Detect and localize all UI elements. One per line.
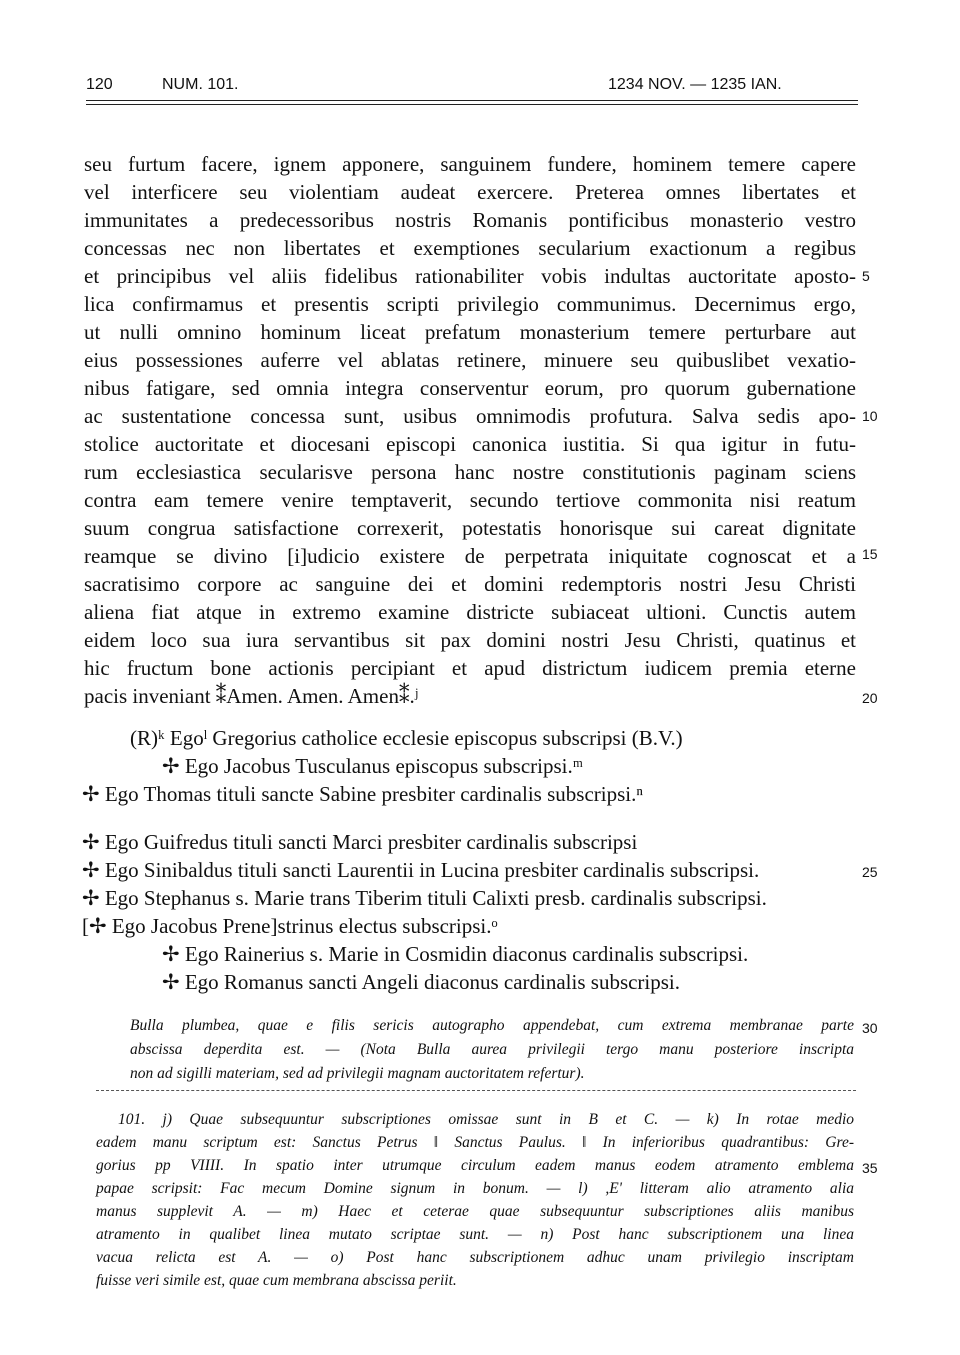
line-number: 30: [862, 1020, 878, 1036]
signature-line: ✢ Ego Stephanus s. Marie trans Tiberim tituli Calixti presb. cardinalis subscripsi.: [82, 886, 767, 910]
footnote-line: atramento in qualibet linea mutato scriptae sunt. — n) Post hanc subscriptionem una linea: [96, 1226, 854, 1243]
body-line: eius possessiones auferre vel ablatas retinere, minuere seu quibuslibet vexatio-: [84, 348, 856, 372]
footnote-line: 101. j) Quae subsequuntur subscriptiones omissae sunt in B et C. — k) In rotae medio: [118, 1111, 854, 1128]
signature-line: ✢ Ego Sinibaldus tituli sancti Laurentii in Lucina presbiter cardinalis subscripsi.: [82, 858, 760, 882]
body-line: pacis inveniant ⁑Amen. Amen. Amen⁑.ʲ: [84, 684, 418, 708]
signature-line: ✢ Ego Guifredus tituli sancti Marci presbiter cardinalis subscripsi: [82, 830, 638, 854]
note-line: non ad sigilli materiam, sed ad privilegii magnam auctoritatem refertur).: [130, 1065, 585, 1082]
signature-line: [✢ Ego Jacobus Prene]strinus electus subscripsi.ᵒ: [82, 914, 498, 938]
body-line: eidem loco sua iura servantibus sit pax domini nostri Jesu Christi, quatinus et: [84, 628, 856, 652]
line-number: 10: [862, 408, 878, 424]
body-line: ac sustentatione concessa sunt, usibus omnimodis profutura. Salva sedis apo-: [84, 404, 856, 428]
footnote-separator: [96, 1090, 856, 1091]
footnote-line: eadem manu scriptum est: Sanctus Petrus ‖ Sanctus Paulus. ‖ In inferioribus quadrantibus: Gre-: [96, 1134, 854, 1151]
body-line: rum ecclesiastica secularisve persona hanc nostre constitutionis paginam sciens: [84, 460, 856, 484]
signature-line: ✢ Ego Thomas tituli sancte Sabine presbiter cardinalis subscripsi.ⁿ: [82, 782, 643, 806]
signature-line: ✢ Ego Romanus sancti Angeli diaconus cardinalis subscripsi.: [162, 970, 681, 994]
section-number: NUM. 101.: [162, 76, 239, 93]
signature-line: (R)ᵏ Egoˡ Gregorius catholice ecclesie episcopus subscripsi (B.V.): [130, 726, 683, 750]
body-line: concessas nec non libertates et exemptiones secularium exactionum a regibus: [84, 236, 856, 260]
body-line: seu furtum facere, ignem apponere, sanguinem fundere, hominem temere capere: [84, 152, 856, 176]
footnote-line: fuisse veri simile est, quae cum membrana abscissa periit.: [96, 1272, 457, 1289]
note-line: Bulla plumbea, quae e filis sericis autographo appendebat, cum extrema membranae parte: [130, 1017, 854, 1034]
body-line: contra eam temere venire temptaverit, secundo tertiove commonita nisi reatum: [84, 488, 856, 512]
line-number: 5: [862, 268, 870, 284]
body-line: lica confirmamus et presentis scripti privilegio communimus. Decernimus ergo,: [84, 292, 856, 316]
footnote-line: papae scripsit: Fac mecum Domine signum in bonum. — l) ,E' litteram alio atramento alia: [96, 1180, 854, 1197]
body-line: suum congrua satisfactione correxerit, potestatis honorisque sui careat dignitate: [84, 516, 856, 540]
header-rule-2: [86, 104, 858, 105]
body-line: hic fructum bone actionis percipiant et apud districtum iudicem premia eterne: [84, 656, 856, 680]
line-number: 25: [862, 864, 878, 880]
signature-line: ✢ Ego Jacobus Tusculanus episcopus subscripsi.ᵐ: [162, 754, 584, 778]
note-line: abscissa deperdita est. — (Nota Bulla aurea privilegii tergo manu posteriore inscripta: [130, 1041, 854, 1058]
body-line: ut nulli omnino hominum liceat prefatum monasterium temere perturbare aut: [84, 320, 856, 344]
line-number: 20: [862, 690, 878, 706]
body-line: immunitates a predecessoribus nostris Romanis pontificibus monasterio vestro: [84, 208, 856, 232]
footnote-line: gorius pp VIIII. In spatio inter utrumque circulum eadem manus eodem atramento emblema: [96, 1157, 854, 1174]
body-line: reamque se divino [i]udicio existere de perpetrata iniquitate cognoscat et a: [84, 544, 856, 568]
body-line: vel interficere seu violentiam audeat exercere. Preterea omnes libertates et: [84, 180, 856, 204]
running-header: [86, 76, 858, 98]
body-line: et principibus vel aliis fidelibus rationabiliter vobis indultas auctoritate aposto-: [84, 264, 856, 288]
body-line: stolice auctoritate et diocesani episcopi canonica iustitia. Si qua igitur in futu-: [84, 432, 856, 456]
footnote-line: vacua relicta est A. — o) Post hanc subscriptionem adhuc unam privilegio inscriptam: [96, 1249, 854, 1266]
header-rule: [86, 100, 858, 101]
signature-line: ✢ Ego Rainerius s. Marie in Cosmidin diaconus cardinalis subscripsi.: [162, 942, 749, 966]
line-number: 15: [862, 546, 878, 562]
footnote-line: manus supplevit A. — m) Haec et ceterae quae subsequuntur subscriptiones aliis manibus: [96, 1203, 854, 1220]
body-line: sacratisimo corpore ac sanguine dei et domini redemptoris nostri Jesu Christi: [84, 572, 856, 596]
line-number: 35: [862, 1160, 878, 1176]
body-line: nibus fatigare, sed omnia integra conserventur eorum, pro quorum gubernatione: [84, 376, 856, 400]
page-number: 120: [86, 76, 113, 93]
body-line: aliena fiat atque in extremo examine districte subiaceat ultioni. Cunctis autem: [84, 600, 856, 624]
date-range: 1234 NOV. — 1235 IAN.: [608, 76, 782, 93]
